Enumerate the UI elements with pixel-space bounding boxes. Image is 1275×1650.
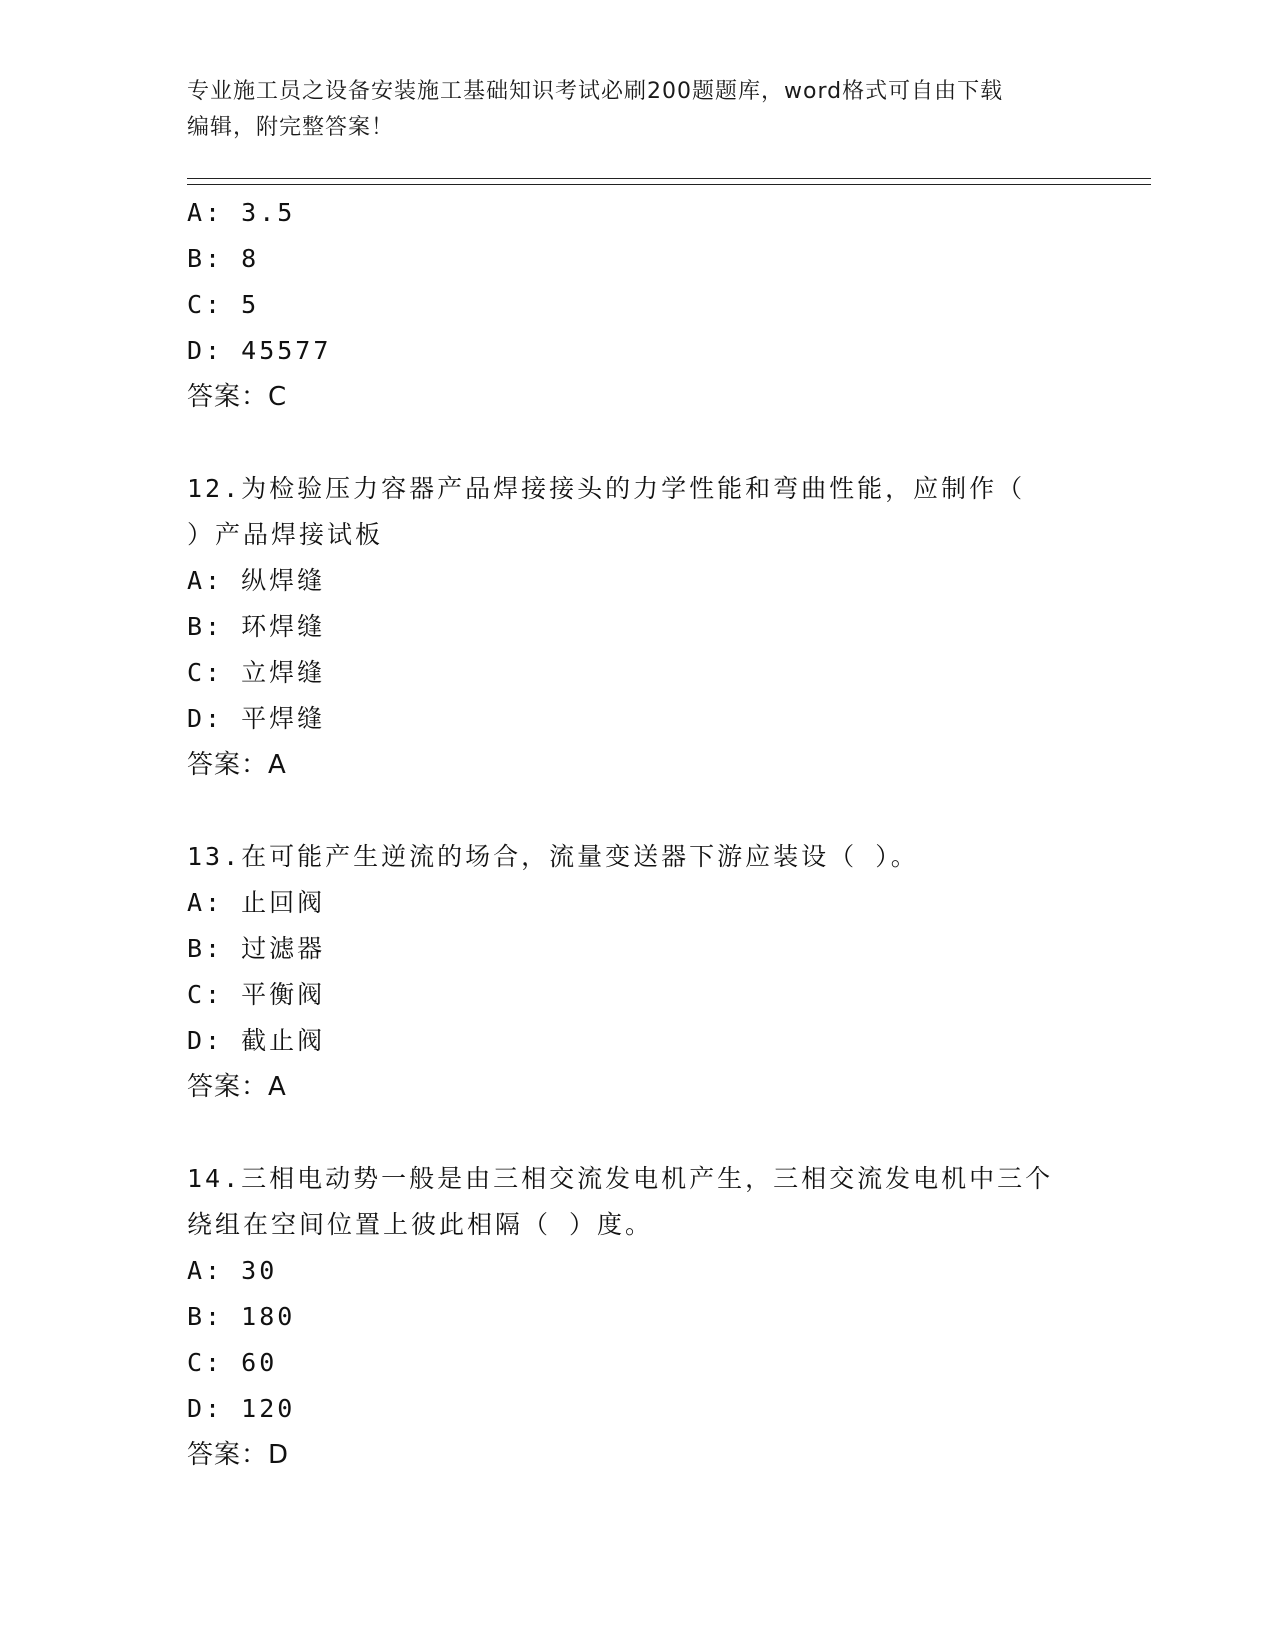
answer-line: 答案：C	[187, 382, 288, 412]
question-text-line-1: 12.为检验压力容器产品焊接接头的力学性能和弯曲性能，应制作（	[187, 474, 1026, 503]
option-b: B: 过滤器	[187, 934, 326, 963]
option-a: A: 纵焊缝	[187, 566, 326, 595]
question-text-line-2: ）产品焊接试板	[187, 520, 384, 549]
question-text-line-2: 绕组在空间位置上彼此相隔（ ）度。	[187, 1210, 654, 1239]
question-14	[187, 1156, 1087, 1478]
option-d: D: 45577	[187, 336, 332, 365]
answer-line: 答案：A	[187, 750, 287, 780]
spacer	[187, 788, 1087, 834]
question-13	[187, 834, 1087, 1110]
option-b: B: 环焊缝	[187, 612, 326, 641]
option-b: B: 8	[187, 244, 260, 273]
question-list	[187, 190, 1087, 1478]
question-11	[187, 190, 1087, 420]
question-text-line-1: 13.在可能产生逆流的场合，流量变送器下游应装设（ ）。	[187, 842, 919, 871]
header-title-line-2: 编辑，附完整答案！	[187, 115, 395, 140]
option-c: C: 平衡阀	[187, 980, 326, 1009]
option-c: C: 60	[187, 1348, 278, 1377]
header-divider	[187, 178, 1151, 185]
spacer	[187, 1110, 1087, 1156]
option-a: A: 30	[187, 1256, 278, 1285]
option-a: A: 3.5	[187, 198, 296, 227]
option-c: C: 5	[187, 290, 260, 319]
answer-line: 答案：A	[187, 1072, 287, 1102]
question-12	[187, 466, 1087, 788]
question-text	[187, 834, 1067, 880]
header-title-line-1: 专业施工员之设备安装施工基础知识考试必刷200题题库，word格式可自由下载	[187, 79, 1004, 104]
option-d: D: 120	[187, 1394, 296, 1423]
option-d: D: 平焊缝	[187, 704, 326, 733]
spacer	[187, 420, 1087, 466]
question-text	[187, 1156, 1067, 1248]
option-c: C: 立焊缝	[187, 658, 326, 687]
question-text-line-1: 14.三相电动势一般是由三相交流发电机产生，三相交流发电机中三个	[187, 1164, 1054, 1193]
document-header	[187, 74, 1087, 146]
option-a: A: 止回阀	[187, 888, 326, 917]
option-d: D: 截止阀	[187, 1026, 326, 1055]
answer-line: 答案：D	[187, 1440, 290, 1470]
question-text	[187, 466, 1067, 558]
option-b: B: 180	[187, 1302, 296, 1331]
